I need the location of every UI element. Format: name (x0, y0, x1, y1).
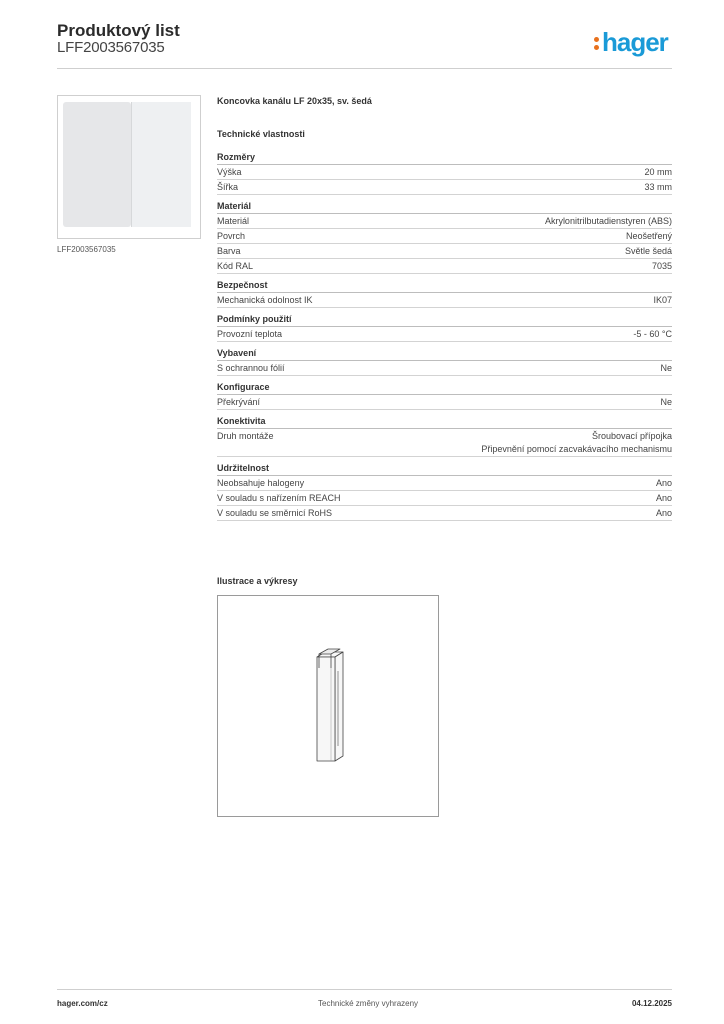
spec-row (217, 327, 672, 342)
spec-row (217, 361, 672, 376)
spec-value (644, 166, 672, 179)
spec-value (656, 492, 672, 505)
spec-label: V souladu se směrnicí RoHS (217, 508, 333, 518)
product-code: LFF2003567035 (57, 39, 165, 56)
spec-section-title: Vybavení (217, 348, 672, 361)
specs-column (217, 96, 672, 527)
spec-label: Barva (217, 246, 241, 256)
footer-website-link[interactable]: hager.com/cz (57, 999, 108, 1008)
spec-value-line: Šroubovací přípojka (591, 431, 672, 441)
product-image (57, 95, 201, 239)
spec-value (653, 294, 672, 307)
illustration-title: Ilustrace a výkresy (217, 576, 298, 586)
illustration-drawing (217, 595, 439, 817)
spec-value (652, 260, 672, 273)
spec-section-title: Konfigurace (217, 382, 672, 395)
spec-row (217, 476, 672, 491)
spec-label: Kód RAL (217, 261, 254, 271)
spec-row (217, 429, 672, 457)
spec-value (545, 215, 672, 228)
spec-label: Mechanická odolnost IK (217, 295, 313, 305)
logo-dots-icon (594, 37, 599, 53)
product-box-face (131, 102, 191, 227)
spec-row (217, 165, 672, 180)
spec-row (217, 229, 672, 244)
spec-section (217, 201, 672, 274)
header-divider (57, 68, 672, 69)
spec-label: Výška (217, 167, 242, 177)
spec-section (217, 463, 672, 521)
spec-value-line: Ano (655, 493, 672, 503)
spec-value (481, 430, 672, 456)
spec-section-title: Rozměry (217, 152, 672, 165)
spec-label: Překrývání (217, 397, 261, 407)
footer-divider (57, 989, 672, 990)
spec-row (217, 293, 672, 308)
spec-section (217, 416, 672, 457)
spec-value-line: 20 mm (644, 167, 672, 177)
spec-value (625, 245, 672, 258)
spec-section-title: Materiál (217, 201, 672, 214)
spec-section (217, 314, 672, 342)
spec-label: V souladu s nařízením REACH (217, 493, 341, 503)
footer-date: 04.12.2025 (631, 999, 672, 1008)
spec-label: Šířka (217, 182, 239, 192)
logo-text: hager (602, 27, 668, 57)
spec-section (217, 280, 672, 308)
spec-label: Druh montáže (217, 431, 274, 441)
technical-properties-title: Technické vlastnosti (217, 129, 305, 139)
end-cap-drawing (218, 596, 438, 816)
hager-logo[interactable] (594, 27, 668, 58)
spec-value (656, 507, 672, 520)
spec-label: S ochrannou fólií (217, 363, 285, 373)
spec-label: Neobsahuje halogeny (217, 478, 305, 488)
spec-section (217, 348, 672, 376)
page-title: Produktový list (57, 21, 180, 40)
spec-value-line: IK07 (653, 295, 672, 305)
spec-section-title: Podmínky použití (217, 314, 672, 327)
spec-value (644, 181, 672, 194)
spec-section-title: Udržitelnost (217, 463, 672, 476)
spec-label: Povrch (217, 231, 246, 241)
spec-section (217, 382, 672, 410)
spec-value-line: Neošetřený (625, 231, 672, 241)
spec-row (217, 395, 672, 410)
spec-value-line: Ano (655, 478, 672, 488)
spec-section-title: Bezpečnost (217, 280, 672, 293)
spec-value (656, 477, 672, 490)
spec-value-line: -5 - 60 °C (633, 329, 672, 339)
spec-value-line: 7035 (651, 261, 672, 271)
spec-value (660, 362, 672, 375)
spec-value-line: Ano (655, 508, 672, 518)
spec-value-line: 33 mm (644, 182, 672, 192)
product-box-side (63, 102, 131, 227)
spec-value-line: Připevnění pomocí zacvakávacího mechanismu (481, 444, 672, 454)
spec-value (626, 230, 672, 243)
spec-row (217, 506, 672, 521)
spec-row (217, 214, 672, 229)
spec-section-title: Konektivita (217, 416, 672, 429)
spec-value-line: Ne (660, 363, 672, 373)
product-name: Koncovka kanálu LF 20x35, sv. šedá (217, 96, 372, 106)
spec-row (217, 180, 672, 195)
spec-value (633, 328, 672, 341)
spec-value-line: Světle šedá (624, 246, 672, 256)
spec-sections (217, 152, 672, 521)
spec-value-line: Ne (660, 397, 672, 407)
spec-section (217, 152, 672, 195)
spec-row (217, 244, 672, 259)
spec-value (660, 396, 672, 409)
footer-disclaimer: Technické změny vyhrazeny (318, 999, 419, 1008)
product-image-caption: LFF2003567035 (57, 245, 116, 254)
spec-row (217, 491, 672, 506)
spec-value-line: Akrylonitrilbutadienstyren (ABS) (544, 216, 672, 226)
spec-label: Materiál (217, 216, 250, 226)
spec-label: Provozní teplota (217, 329, 283, 339)
spec-row (217, 259, 672, 274)
